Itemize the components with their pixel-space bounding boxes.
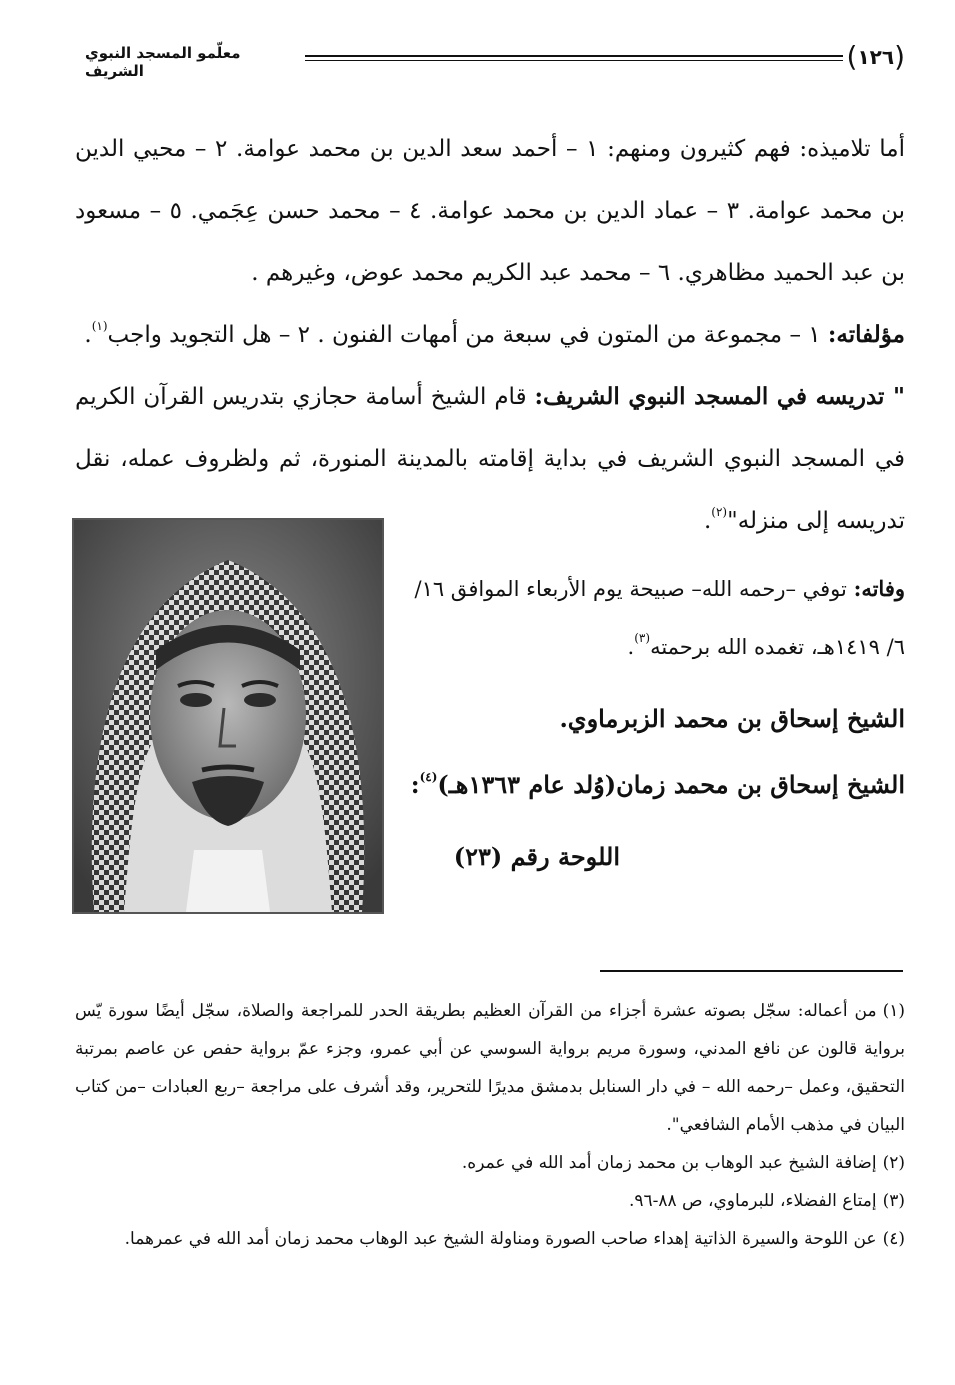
teaching-paragraph: " تدريسه في المسجد النبوي الشريف: قام الشيخ أسامة حجازي بتدريس القرآن الكريم في المسجد النبوي الشريف في بداية إقامته بالمدينة المنورة، ثم ولظروف عمله، نقل تدريسه إلى منزله"$^{(٢)}$. bbox=[75, 383, 906, 534]
footnote-1 bbox=[75, 992, 905, 1144]
footnote-3 bbox=[75, 1182, 905, 1220]
plate-caption: اللوحة رقم (٢٣) bbox=[453, 842, 620, 871]
students-paragraph: أما تلاميذه: فهم كثيرون ومنهم: ١ – أحمد سعد الدين بن محمد عوامة. ٢ – محيي الدين بن محمد عوامة. ٣ – عماد الدين بن محمد عوامة. ٤ – محمد حسن عِجَمي. ٥ – مسعود بن عبد الحميد مظاهري. ٦ – محمد عبد الكريم محمد عوض، وغيرهم . bbox=[75, 136, 906, 286]
footnote-ref-4[interactable]: (٤) bbox=[419, 770, 438, 784]
portrait-photo bbox=[72, 518, 384, 914]
footnote-text: من أعماله: سجّل بصوته عشرة أجزاء من القرآن العظيم بطريقة الحدر للمراجعة والصلاة، سجّل أيضًا سورة يّس برواية قالون عن نافع المدني، وسورة مريم برواية السوسي عن أبي عمرو، وجزء عمّ برواية حفص عن عاصم بمرتبة التحقيق، وعمل –رحمه الله – في دار السنابل بدمشق مديرًا للتحرير، وقد أشرف على مراجعة –ربع العبادات –من كتاب البيان في مذهب الأمام الشافعي". bbox=[75, 1001, 905, 1135]
works-paragraph: مؤلفاته: ١ – مجموعة من المتون في سبعة من أمهات الفنون . ٢ – هل التجويد واجب$^{(١)}$. bbox=[84, 319, 905, 348]
footnote-text: إمتاع الفضلاء، للبرماوي، ص ٨٨-٩٦. bbox=[628, 1191, 877, 1211]
footnote-4 bbox=[75, 1220, 905, 1258]
main-text bbox=[75, 118, 905, 552]
footnote-2 bbox=[75, 1144, 905, 1182]
death-paragraph: وفاته: توفي –رحمه الله– صبيحة يوم الأربعاء الموافق ١٦/ ٦/ ١٤١٩هـ، تغمده الله برحمته$^{(٣)}$. bbox=[414, 576, 905, 659]
teaching-text: قام الشيخ أسامة حجازي بتدريس القرآن الكريم في المسجد النبوي الشريف في بداية إقامته بالمدينة المنورة، ثم ولظروف عمله، نقل تدريسه إلى منزله" bbox=[75, 384, 905, 534]
footnote-number: (٢) bbox=[882, 1153, 905, 1173]
death-label: وفاته: bbox=[853, 576, 905, 601]
portrait-image bbox=[74, 520, 382, 912]
running-title: معلّمو المسجد النبوي الشريف bbox=[85, 44, 241, 80]
footnote-ref-1[interactable]: (١) bbox=[91, 319, 108, 333]
works-text: ١ – مجموعة من المتون في سبعة من أمهات الفنون . ٢ – هل التجويد واجب bbox=[107, 322, 828, 348]
footnote-separator bbox=[600, 970, 903, 972]
death-text: توفي –رحمه الله– صبيحة يوم الأربعاء الموافق ١٦/ ٦/ ١٤١٩هـ، تغمده الله برحمته bbox=[414, 577, 905, 659]
heading-zabarmawi: الشيخ إسحاق بن محمد الزبرماوي. bbox=[559, 704, 905, 733]
footnotes bbox=[75, 992, 905, 1258]
works-label: مؤلفاته: bbox=[827, 321, 905, 348]
page-number: (١٢٦) bbox=[846, 40, 905, 73]
header-rule bbox=[305, 55, 843, 61]
heading-ishaq-zaman: الشيخ إسحاق بن محمد زمان(وُلد عام ١٣٦٣هـ)$^{(٤)}$: bbox=[410, 770, 905, 799]
footnote-text: إضافة الشيخ عبد الوهاب بن محمد زمان أمد الله في عمره. bbox=[461, 1153, 877, 1173]
footnote-number: (٤) bbox=[882, 1229, 905, 1249]
page-header bbox=[85, 38, 905, 78]
footnote-ref-3[interactable]: (٣) bbox=[634, 631, 651, 645]
footnote-number: (٣) bbox=[882, 1191, 905, 1211]
footnote-text: عن اللوحة والسيرة الذاتية إهداء صاحب الصورة ومناولة الشيخ عبد الوهاب محمد زمان أمد الله في عمرهما. bbox=[124, 1229, 877, 1249]
side-text bbox=[400, 560, 905, 814]
footnote-number: (١) bbox=[882, 1001, 905, 1021]
footnote-ref-2[interactable]: (٢) bbox=[711, 505, 728, 519]
teaching-label: " تدريسه في المسجد النبوي الشريف: bbox=[534, 383, 906, 410]
